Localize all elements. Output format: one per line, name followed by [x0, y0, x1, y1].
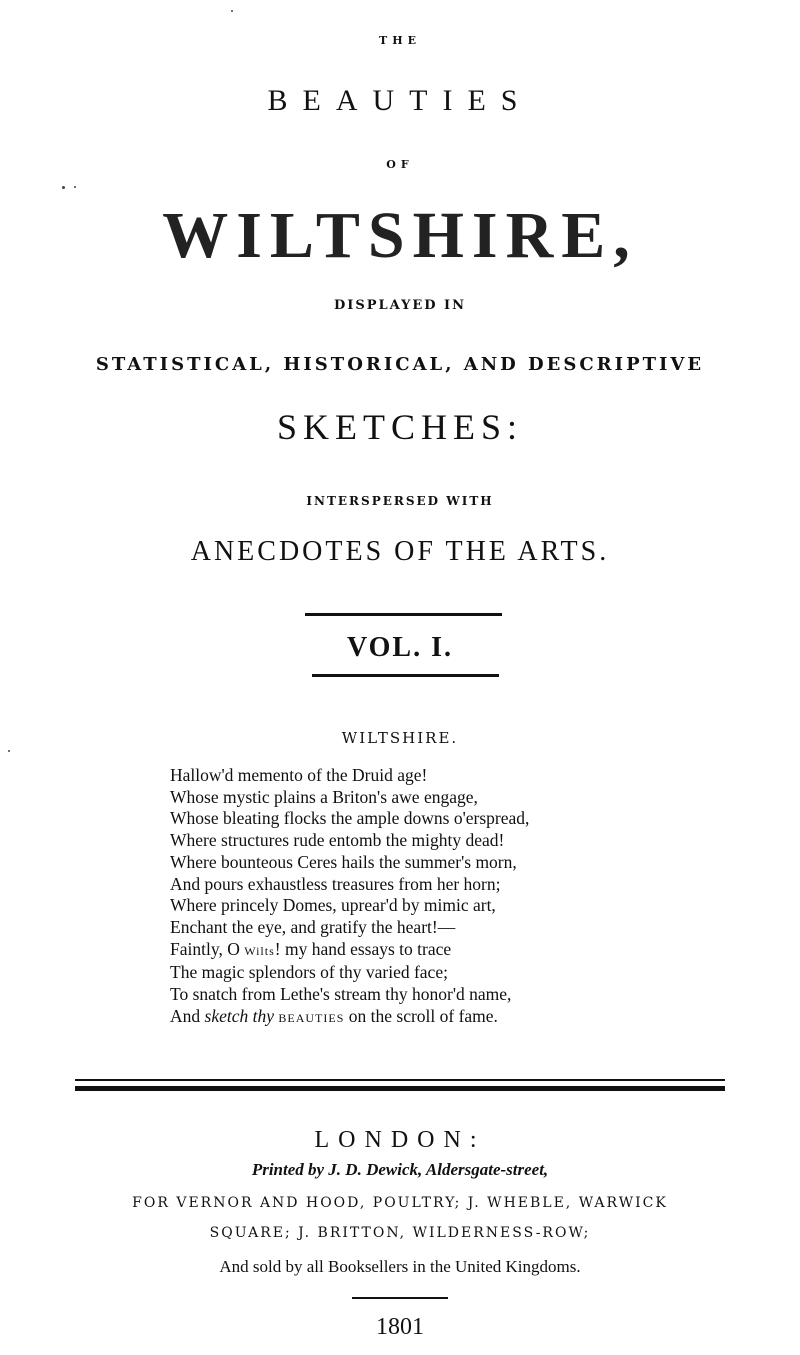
title-of: OF — [386, 158, 414, 171]
poem-beauties: BEAUTIES — [278, 1010, 345, 1025]
poem-line — [170, 1006, 650, 1030]
poem-wilts: Wilts — [244, 943, 275, 958]
year-rule — [352, 1297, 448, 1299]
double-rule-thin — [75, 1079, 725, 1081]
interspersed-with: INTERSPERSED WITH — [306, 494, 494, 508]
displayed-in: DISPLAYED IN — [333, 298, 467, 313]
imprint-publishers-cont: SQUARE; J. BRITTON, WILDERNESS-ROW; — [209, 1225, 591, 1241]
poem-line: To snatch from Lethe's stream thy honor'd name, — [170, 984, 512, 1005]
double-rule-thick — [75, 1086, 725, 1091]
poem-line: Whose bleating flocks the ample downs o'erspread, — [170, 808, 530, 829]
poem-line: Where bounteous Ceres hails the summer's morn, — [170, 851, 517, 872]
volume-rule-bottom — [312, 674, 499, 677]
poem-line: Where princely Domes, uprear'd by mimic art, — [170, 895, 496, 916]
poem-line: Whose mystic plains a Briton's awe engage, — [170, 786, 478, 807]
anecdotes-heading: ANECDOTES OF THE ARTS. — [190, 536, 610, 567]
volume-rule-top — [305, 613, 502, 616]
speck — [74, 186, 76, 188]
poem-text: on the scroll of fame. — [344, 1005, 498, 1026]
imprint-city: LONDON: — [314, 1127, 486, 1153]
title-the: THE — [379, 34, 421, 47]
poem-body — [170, 765, 650, 1029]
poem-line: Enchant the eye, and gratify the heart!— — [170, 916, 456, 937]
poem-line — [170, 939, 650, 963]
sketches-heading: SKETCHES: — [276, 407, 524, 447]
poem-italic: sketch thy — [204, 1005, 274, 1026]
poem-line: The magic splendors of thy varied face; — [170, 962, 448, 983]
poem-line: And pours exhaustless treasures from her horn; — [170, 873, 501, 894]
poem-title: WILTSHIRE. — [341, 729, 459, 747]
title-beauties: BEAUTIES — [267, 84, 533, 117]
poem-text: ! my hand essays to trace — [274, 938, 452, 959]
imprint-printer: Printed by J. D. Dewick, Aldersgate-street, — [251, 1160, 549, 1179]
imprint-sold: And sold by all Booksellers in the United Kingdoms. — [219, 1257, 581, 1276]
speck — [8, 750, 10, 752]
poem-text: Faintly, O — [170, 938, 245, 959]
subtitle: STATISTICAL, HISTORICAL, AND DESCRIPTIVE — [95, 354, 705, 375]
volume-label: VOL. I. — [346, 632, 453, 663]
publication-year: 1801 — [376, 1314, 424, 1340]
speck — [62, 186, 65, 189]
imprint-publishers: FOR VERNOR AND HOOD, POULTRY; J. WHEBLE, WARWICK — [132, 1195, 668, 1211]
poem-line: Hallow'd memento of the Druid age! — [170, 765, 428, 785]
poem-text: And — [170, 1005, 205, 1026]
title-county: WILTSHIRE, — [162, 199, 638, 272]
poem-line: Where structures rude entomb the mighty dead! — [170, 830, 505, 851]
speck — [231, 10, 233, 12]
